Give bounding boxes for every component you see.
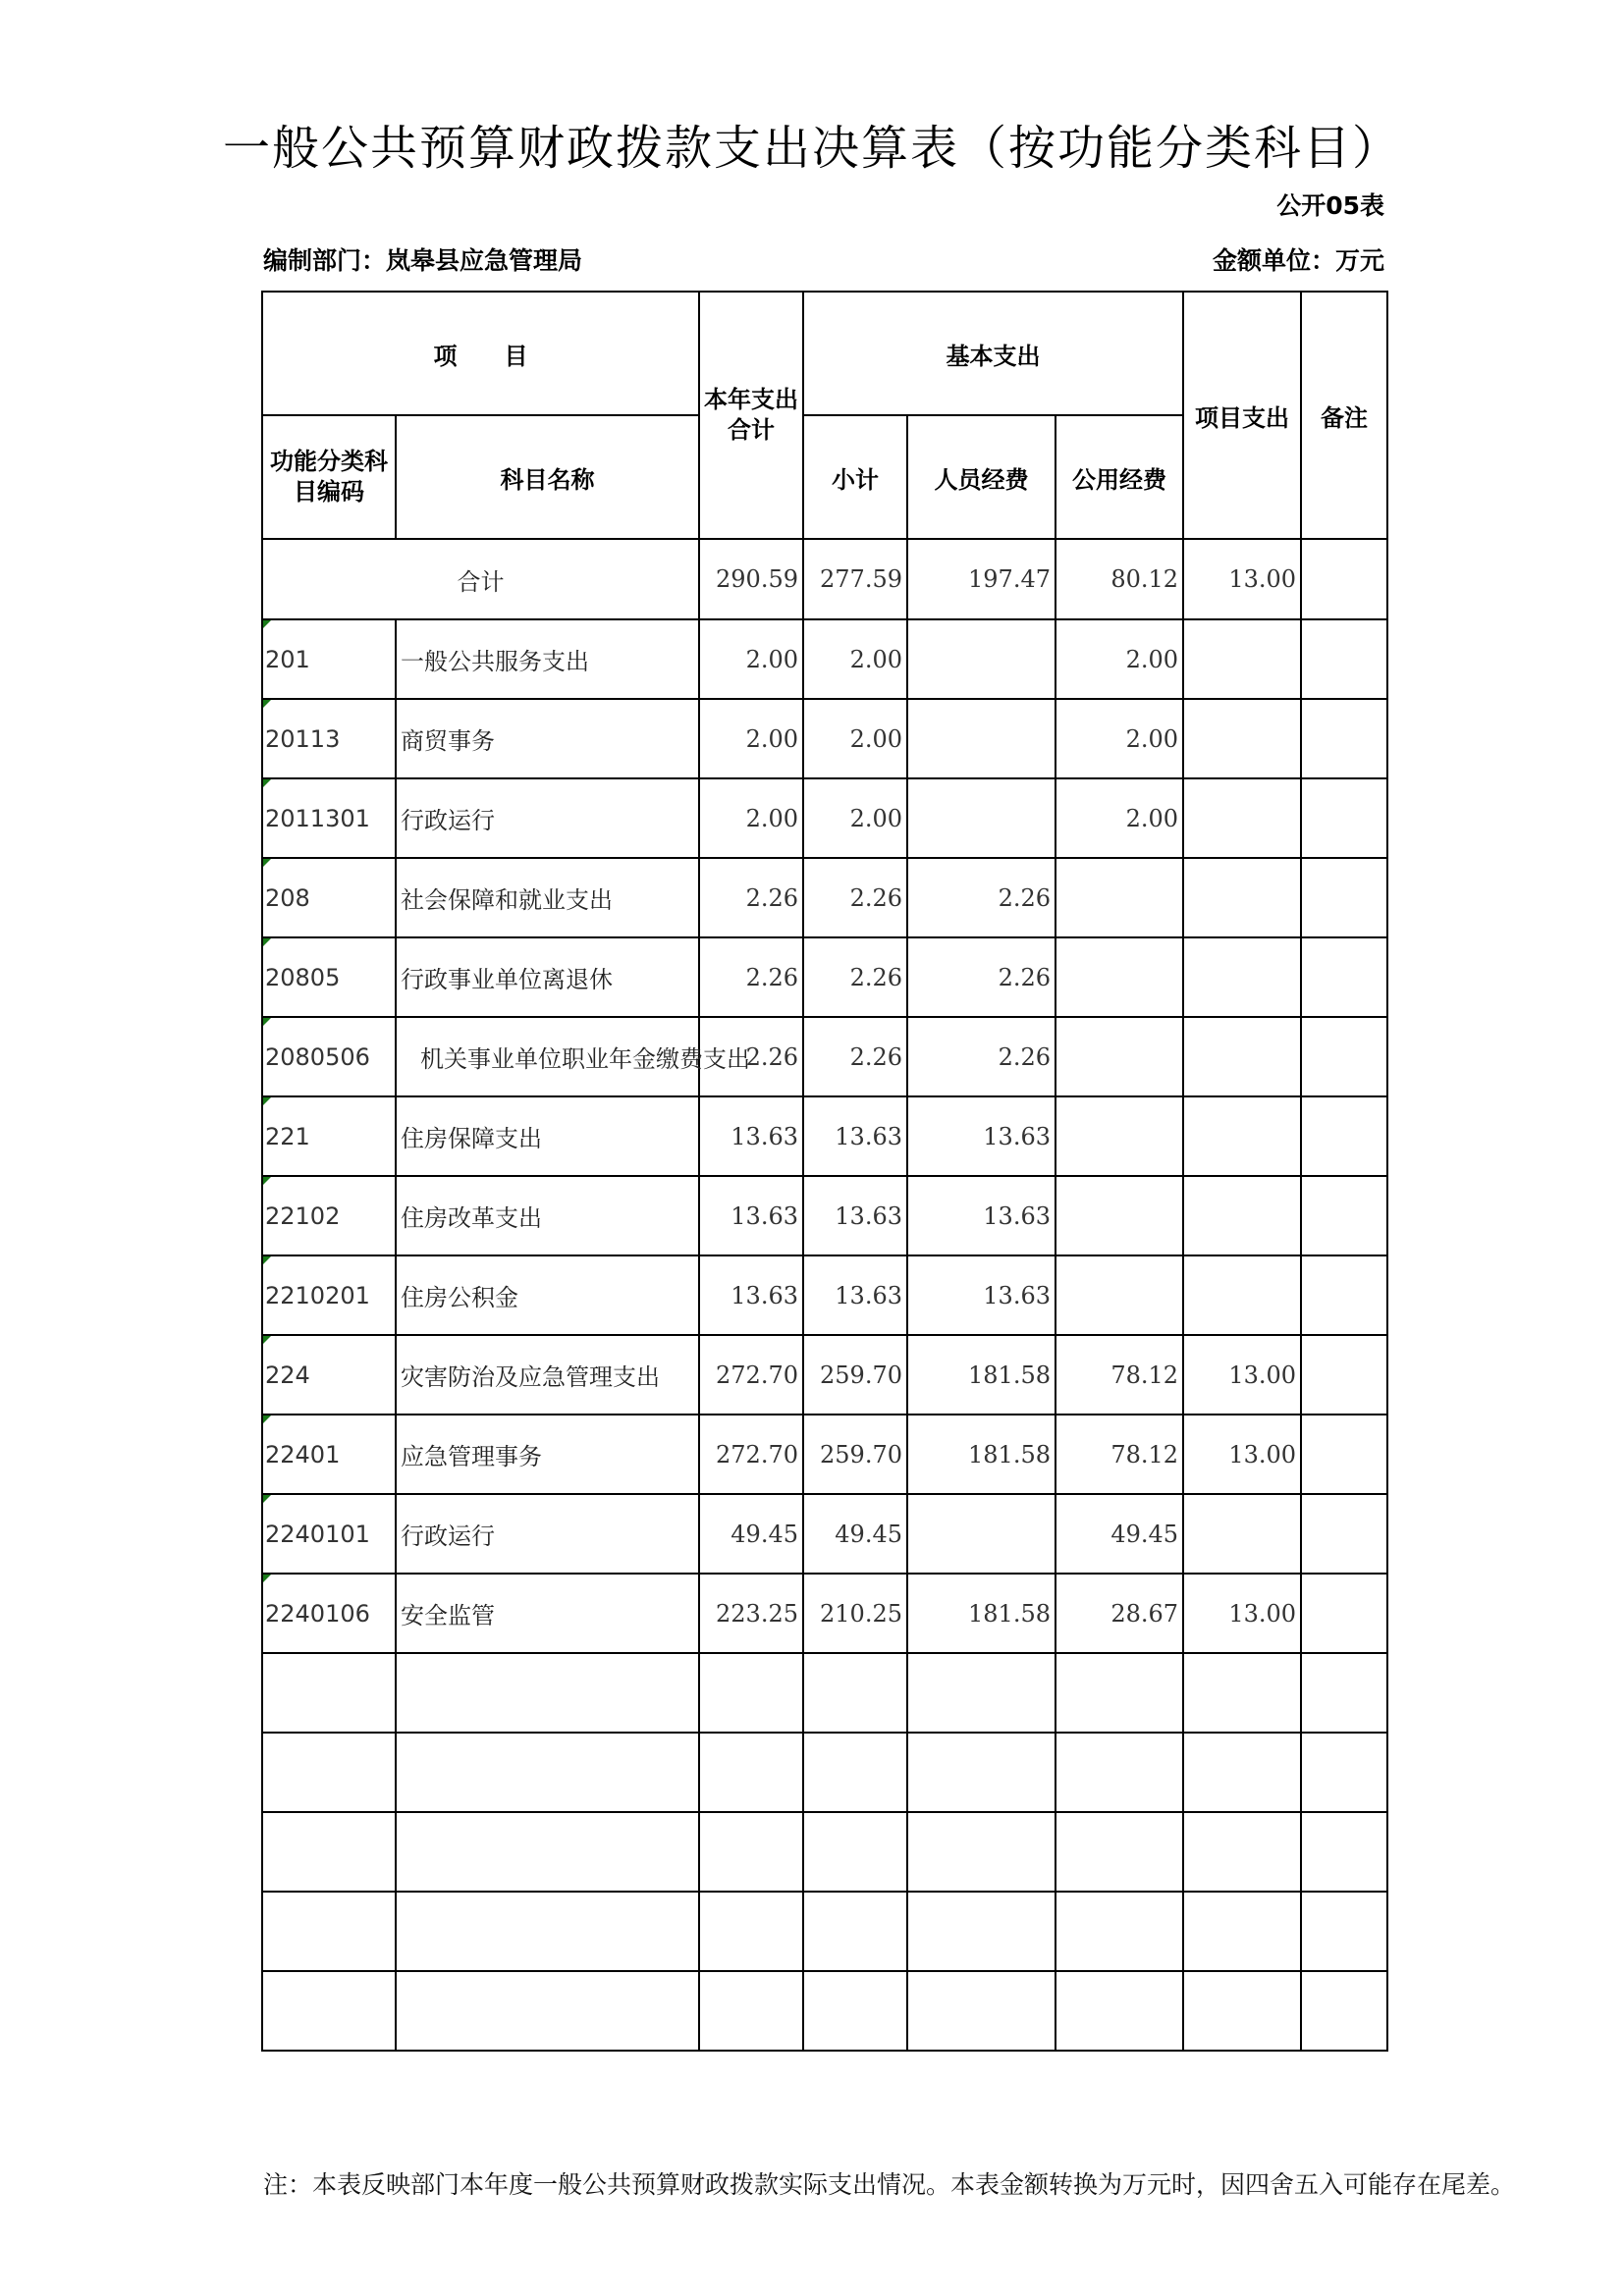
row-code: 22401	[262, 1415, 396, 1494]
row-name	[396, 1653, 699, 1733]
page-title: 一般公共预算财政拨款支出决算表（按功能分类科目）	[222, 121, 1401, 176]
row-code: 2240106	[262, 1574, 396, 1653]
department-label: 编制部门：岚皋县应急管理局	[263, 246, 583, 275]
row-subtotal: 13.63	[803, 1096, 907, 1176]
row-name: 灾害防治及应急管理支出	[396, 1335, 699, 1415]
header-remark: 备注	[1301, 292, 1387, 539]
row-remark	[1301, 1415, 1387, 1494]
total-project: 13.00	[1183, 539, 1301, 619]
row-code: 201	[262, 619, 396, 699]
row-code: 2210201	[262, 1255, 396, 1335]
row-subtotal: 259.70	[803, 1335, 907, 1415]
row-subtotal	[803, 1971, 907, 2051]
row-total: 2.26	[699, 1017, 803, 1096]
row-name: 社会保障和就业支出	[396, 858, 699, 937]
row-remark	[1301, 619, 1387, 699]
row-project: 13.00	[1183, 1574, 1301, 1653]
table-row	[262, 1255, 1387, 1335]
row-subtotal: 2.00	[803, 619, 907, 699]
row-remark	[1301, 699, 1387, 778]
row-total: 272.70	[699, 1335, 803, 1415]
row-public: 28.67	[1056, 1574, 1183, 1653]
row-personnel: 181.58	[907, 1574, 1056, 1653]
row-personnel	[907, 1733, 1056, 1812]
total-amount: 290.59	[699, 539, 803, 619]
table-row	[262, 937, 1387, 1017]
row-project	[1183, 858, 1301, 937]
row-name: 行政事业单位离退休	[396, 937, 699, 1017]
row-subtotal: 2.00	[803, 699, 907, 778]
row-remark	[1301, 1494, 1387, 1574]
row-total: 272.70	[699, 1415, 803, 1494]
row-public	[1056, 1971, 1183, 2051]
row-code	[262, 1812, 396, 1892]
row-public: 2.00	[1056, 619, 1183, 699]
row-remark	[1301, 1017, 1387, 1096]
row-name: 住房公积金	[396, 1255, 699, 1335]
row-project	[1183, 1494, 1301, 1574]
row-code: 2240101	[262, 1494, 396, 1574]
row-remark	[1301, 937, 1387, 1017]
row-code: 2011301	[262, 778, 396, 858]
row-public: 2.00	[1056, 778, 1183, 858]
header-project: 项目支出	[1183, 292, 1301, 539]
row-project: 13.00	[1183, 1335, 1301, 1415]
row-personnel: 13.63	[907, 1096, 1056, 1176]
row-public	[1056, 1096, 1183, 1176]
row-project	[1183, 1255, 1301, 1335]
total-remark	[1301, 539, 1387, 619]
row-personnel	[907, 1812, 1056, 1892]
row-total	[699, 1971, 803, 2051]
row-personnel: 2.26	[907, 937, 1056, 1017]
total-row	[262, 539, 1387, 619]
row-name: 住房改革支出	[396, 1176, 699, 1255]
row-total: 2.00	[699, 778, 803, 858]
row-total: 2.00	[699, 699, 803, 778]
row-personnel	[907, 1494, 1056, 1574]
header-subtotal: 小计	[803, 415, 907, 539]
row-personnel: 2.26	[907, 1017, 1056, 1096]
row-code	[262, 1892, 396, 1971]
row-remark	[1301, 1176, 1387, 1255]
header-personnel: 人员经费	[907, 415, 1056, 539]
row-code: 22102	[262, 1176, 396, 1255]
row-remark	[1301, 858, 1387, 937]
row-name: 安全监管	[396, 1574, 699, 1653]
table-row	[262, 1653, 1387, 1733]
row-public	[1056, 937, 1183, 1017]
row-total: 2.26	[699, 937, 803, 1017]
table-row	[262, 1494, 1387, 1574]
header-item: 项 目	[262, 292, 699, 415]
row-project	[1183, 1017, 1301, 1096]
row-total	[699, 1892, 803, 1971]
row-public: 78.12	[1056, 1415, 1183, 1494]
row-project	[1183, 1892, 1301, 1971]
header-public: 公用经费	[1056, 415, 1183, 539]
row-name: 商贸事务	[396, 699, 699, 778]
row-public: 78.12	[1056, 1335, 1183, 1415]
row-personnel: 181.58	[907, 1415, 1056, 1494]
table-row	[262, 1892, 1387, 1971]
form-number: 公开05表	[1276, 191, 1384, 220]
row-name	[396, 1892, 699, 1971]
table-row	[262, 778, 1387, 858]
row-public: 2.00	[1056, 699, 1183, 778]
row-subtotal	[803, 1733, 907, 1812]
table-row	[262, 1733, 1387, 1812]
row-code: 208	[262, 858, 396, 937]
row-remark	[1301, 1335, 1387, 1415]
row-public	[1056, 1176, 1183, 1255]
row-personnel: 13.63	[907, 1176, 1056, 1255]
row-subtotal	[803, 1653, 907, 1733]
table-row	[262, 699, 1387, 778]
row-code: 224	[262, 1335, 396, 1415]
row-code	[262, 1733, 396, 1812]
table-row	[262, 1176, 1387, 1255]
total-label: 合计	[262, 539, 699, 619]
row-code	[262, 1653, 396, 1733]
row-project	[1183, 1096, 1301, 1176]
header-basic: 基本支出	[803, 292, 1183, 415]
row-personnel	[907, 1653, 1056, 1733]
row-name: 应急管理事务	[396, 1415, 699, 1494]
row-public	[1056, 1733, 1183, 1812]
row-personnel	[907, 619, 1056, 699]
row-project	[1183, 1733, 1301, 1812]
row-name	[396, 1733, 699, 1812]
row-name: 住房保障支出	[396, 1096, 699, 1176]
row-project	[1183, 937, 1301, 1017]
row-public	[1056, 1653, 1183, 1733]
row-name: 行政运行	[396, 778, 699, 858]
row-name: 机关事业单位职业年金缴费支出	[396, 1017, 699, 1096]
row-personnel	[907, 778, 1056, 858]
row-code: 20805	[262, 937, 396, 1017]
row-personnel: 13.63	[907, 1255, 1056, 1335]
table-row	[262, 619, 1387, 699]
row-subtotal: 13.63	[803, 1255, 907, 1335]
row-code: 221	[262, 1096, 396, 1176]
row-personnel	[907, 699, 1056, 778]
row-project	[1183, 1812, 1301, 1892]
row-name	[396, 1971, 699, 2051]
row-public	[1056, 1255, 1183, 1335]
table-row	[262, 858, 1387, 937]
row-total: 2.00	[699, 619, 803, 699]
row-subtotal	[803, 1812, 907, 1892]
row-personnel	[907, 1892, 1056, 1971]
row-subtotal: 2.26	[803, 1017, 907, 1096]
row-remark	[1301, 1812, 1387, 1892]
row-project	[1183, 699, 1301, 778]
row-total: 49.45	[699, 1494, 803, 1574]
row-code: 2080506	[262, 1017, 396, 1096]
table-row	[262, 1415, 1387, 1494]
row-total: 13.63	[699, 1096, 803, 1176]
row-subtotal: 2.00	[803, 778, 907, 858]
row-remark	[1301, 778, 1387, 858]
table-row	[262, 1017, 1387, 1096]
row-total	[699, 1812, 803, 1892]
row-name	[396, 1812, 699, 1892]
row-total: 13.63	[699, 1255, 803, 1335]
row-personnel	[907, 1971, 1056, 2051]
row-project	[1183, 778, 1301, 858]
row-public	[1056, 1892, 1183, 1971]
table-row	[262, 1574, 1387, 1653]
row-code: 20113	[262, 699, 396, 778]
header-code: 功能分类科目编码	[262, 415, 396, 539]
row-subtotal: 13.63	[803, 1176, 907, 1255]
row-remark	[1301, 1971, 1387, 2051]
row-subtotal: 2.26	[803, 937, 907, 1017]
row-subtotal	[803, 1892, 907, 1971]
row-total: 223.25	[699, 1574, 803, 1653]
table-row	[262, 1335, 1387, 1415]
row-remark	[1301, 1653, 1387, 1733]
row-remark	[1301, 1574, 1387, 1653]
row-public	[1056, 1017, 1183, 1096]
row-subtotal: 210.25	[803, 1574, 907, 1653]
row-public	[1056, 1812, 1183, 1892]
total-subtotal: 277.59	[803, 539, 907, 619]
total-personnel: 197.47	[907, 539, 1056, 619]
row-remark	[1301, 1892, 1387, 1971]
table-row	[262, 1971, 1387, 2051]
table-row	[262, 1096, 1387, 1176]
row-project	[1183, 1653, 1301, 1733]
row-total	[699, 1733, 803, 1812]
total-public: 80.12	[1056, 539, 1183, 619]
row-remark	[1301, 1096, 1387, 1176]
header-total: 本年支出合计	[699, 292, 803, 539]
row-public	[1056, 858, 1183, 937]
row-project	[1183, 1971, 1301, 2051]
row-name: 一般公共服务支出	[396, 619, 699, 699]
row-subtotal: 2.26	[803, 858, 907, 937]
row-subtotal: 259.70	[803, 1415, 907, 1494]
row-project	[1183, 619, 1301, 699]
unit-label: 金额单位：万元	[1212, 246, 1384, 275]
row-personnel: 181.58	[907, 1335, 1056, 1415]
row-personnel: 2.26	[907, 858, 1056, 937]
row-total	[699, 1653, 803, 1733]
row-remark	[1301, 1255, 1387, 1335]
expenditure-table	[261, 291, 1388, 2052]
row-total: 2.26	[699, 858, 803, 937]
row-project	[1183, 1176, 1301, 1255]
table-row	[262, 1812, 1387, 1892]
row-subtotal: 49.45	[803, 1494, 907, 1574]
row-public: 49.45	[1056, 1494, 1183, 1574]
row-remark	[1301, 1733, 1387, 1812]
row-project: 13.00	[1183, 1415, 1301, 1494]
header-name: 科目名称	[396, 415, 699, 539]
row-name: 行政运行	[396, 1494, 699, 1574]
row-total: 13.63	[699, 1176, 803, 1255]
row-code	[262, 1971, 396, 2051]
footnote: 注：本表反映部门本年度一般公共预算财政拨款实际支出情况。本表金额转换为万元时，因四舍五入可能存在尾差。	[263, 2170, 1516, 2199]
